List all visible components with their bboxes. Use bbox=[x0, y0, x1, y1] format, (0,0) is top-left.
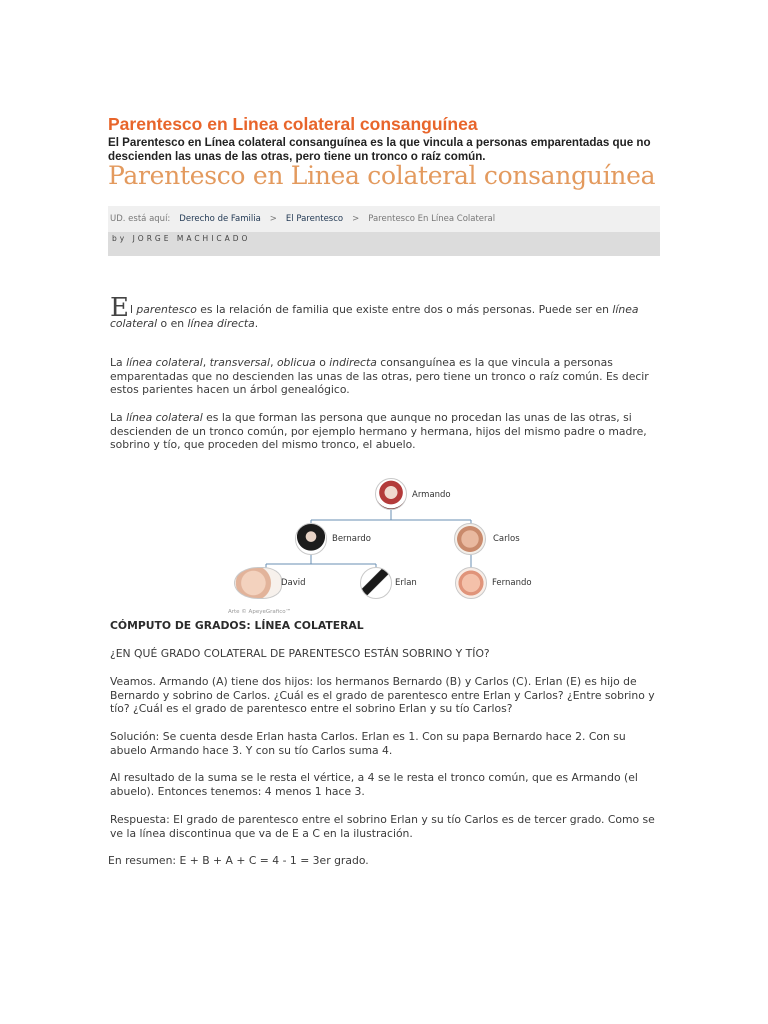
text: . bbox=[254, 316, 259, 330]
avatar-erlan bbox=[360, 567, 392, 599]
paragraph-resumen: En resumen: E + B + A + C = 4 - 1 = 3er grado. bbox=[108, 854, 369, 867]
paragraph-veamos: Veamos. Armando (A) tiene dos hijos: los hermanos Bernardo (B) y Carlos (C). Erlan (E) es hijo de Bernardo y sobrino de Carlos. ¿Cuál es el grado de parentesco entre Erlan y Carlos? ¿Entre sobrino y tío? ¿Cuál es el grado de parentesco entre el sobrino Erlan y su tío Carlos? bbox=[110, 675, 655, 716]
term-linea-colateral: línea colateral bbox=[110, 303, 639, 330]
breadcrumb-item-el-parentesco[interactable]: El Parentesco bbox=[285, 214, 344, 224]
breadcrumb-prefix: UD. está aquí: bbox=[110, 214, 171, 224]
text: , bbox=[202, 356, 210, 369]
breadcrumb bbox=[108, 206, 660, 232]
breadcrumb-item-current: Parentesco En Línea Colateral bbox=[368, 214, 496, 224]
page-title: Parentesco en Linea colateral consanguínea bbox=[108, 114, 478, 134]
byline: by JORGE MACHICADO bbox=[108, 232, 660, 256]
term-parentesco: parentesco bbox=[136, 303, 197, 316]
family-tree-diagram bbox=[228, 476, 538, 624]
node-label-erlan: Erlan bbox=[395, 578, 417, 588]
text: consanguínea es la que vincula a personas emparentadas que no descienden las unas de las otras, pero tiene un tronco o raíz común. Es decir estos parientes hacen un árbol genealógico. bbox=[110, 356, 649, 397]
paragraph-definition bbox=[110, 293, 660, 330]
text: l bbox=[129, 303, 137, 316]
avatar-david bbox=[234, 567, 282, 599]
paragraph-resultado: Al resultado de la suma se le resta el vértice, a 4 se le resta el tronco común, que es Armando (el abuelo). Entonces tenemos: 4 menos 1 hace 3. bbox=[110, 771, 638, 798]
text: o bbox=[315, 356, 330, 369]
text: La bbox=[110, 356, 127, 369]
term-linea-directa: línea directa bbox=[187, 316, 255, 330]
text: o en bbox=[157, 316, 188, 330]
node-label-david: David bbox=[281, 578, 306, 588]
avatar-carlos bbox=[454, 523, 486, 555]
breadcrumb-separator: > bbox=[269, 214, 277, 224]
article-title: Parentesco en Linea colateral consanguínea bbox=[108, 161, 656, 190]
question: ¿EN QUÉ GRADO COLATERAL DE PARENTESCO ESTÁN SOBRINO Y TÍO? bbox=[110, 647, 490, 660]
paragraph-ejemplo bbox=[110, 411, 660, 452]
intro-summary: El Parentesco en Línea colateral consanguínea es la que vincula a personas emparentadas que no descienden las unas de las otras, pero tiene un tronco o raíz común. bbox=[108, 136, 651, 163]
paragraph-solucion: Solución: Se cuenta desde Erlan hasta Carlos. Erlan es 1. Con su papa Bernardo hace 2. Con su abuelo Armando hace 3. Y con su tío Carlos suma 4. bbox=[110, 730, 626, 757]
node-label-carlos: Carlos bbox=[493, 534, 520, 544]
paragraph-respuesta: Respuesta: El grado de parentesco entre el sobrino Erlan y su tío Carlos es de tercer grado. Como se ve la línea discontinua que va de E a C en la ilustración. bbox=[110, 813, 655, 840]
term: línea colateral bbox=[126, 411, 203, 424]
section-heading: CÓMPUTO DE GRADOS: LÍNEA COLATERAL bbox=[110, 619, 364, 632]
term: oblicua bbox=[276, 356, 316, 369]
breadcrumb-separator: > bbox=[352, 214, 360, 224]
avatar-armando bbox=[375, 478, 407, 510]
node-label-bernardo: Bernardo bbox=[332, 534, 371, 544]
term: indirecta bbox=[329, 356, 377, 369]
paragraph-linea-colateral bbox=[110, 356, 660, 397]
avatar-bernardo bbox=[295, 523, 327, 555]
term: transversal bbox=[209, 356, 271, 369]
avatar-fernando bbox=[455, 567, 487, 599]
drop-cap: E bbox=[110, 293, 129, 323]
text: La bbox=[110, 411, 127, 424]
diagram-credit: Arte © ApeyeGrafico™ bbox=[228, 609, 292, 615]
breadcrumb-item-derecho-familia[interactable]: Derecho de Familia bbox=[179, 214, 261, 224]
node-label-fernando: Fernando bbox=[492, 578, 532, 588]
text: es la que forman las persona que aunque no procedan las unas de las otras, si descienden de un tronco común, por ejemplo hermano y hermana, hijos del mismo padre o madre, sobrino y tío, que proceden del mismo tronco, el abuelo. bbox=[110, 411, 647, 452]
text: , bbox=[270, 356, 277, 369]
text: es la relación de familia que existe entre dos o más personas. Puede ser en bbox=[196, 303, 613, 316]
term: línea colateral bbox=[126, 356, 203, 369]
node-label-armando: Armando bbox=[412, 490, 451, 500]
